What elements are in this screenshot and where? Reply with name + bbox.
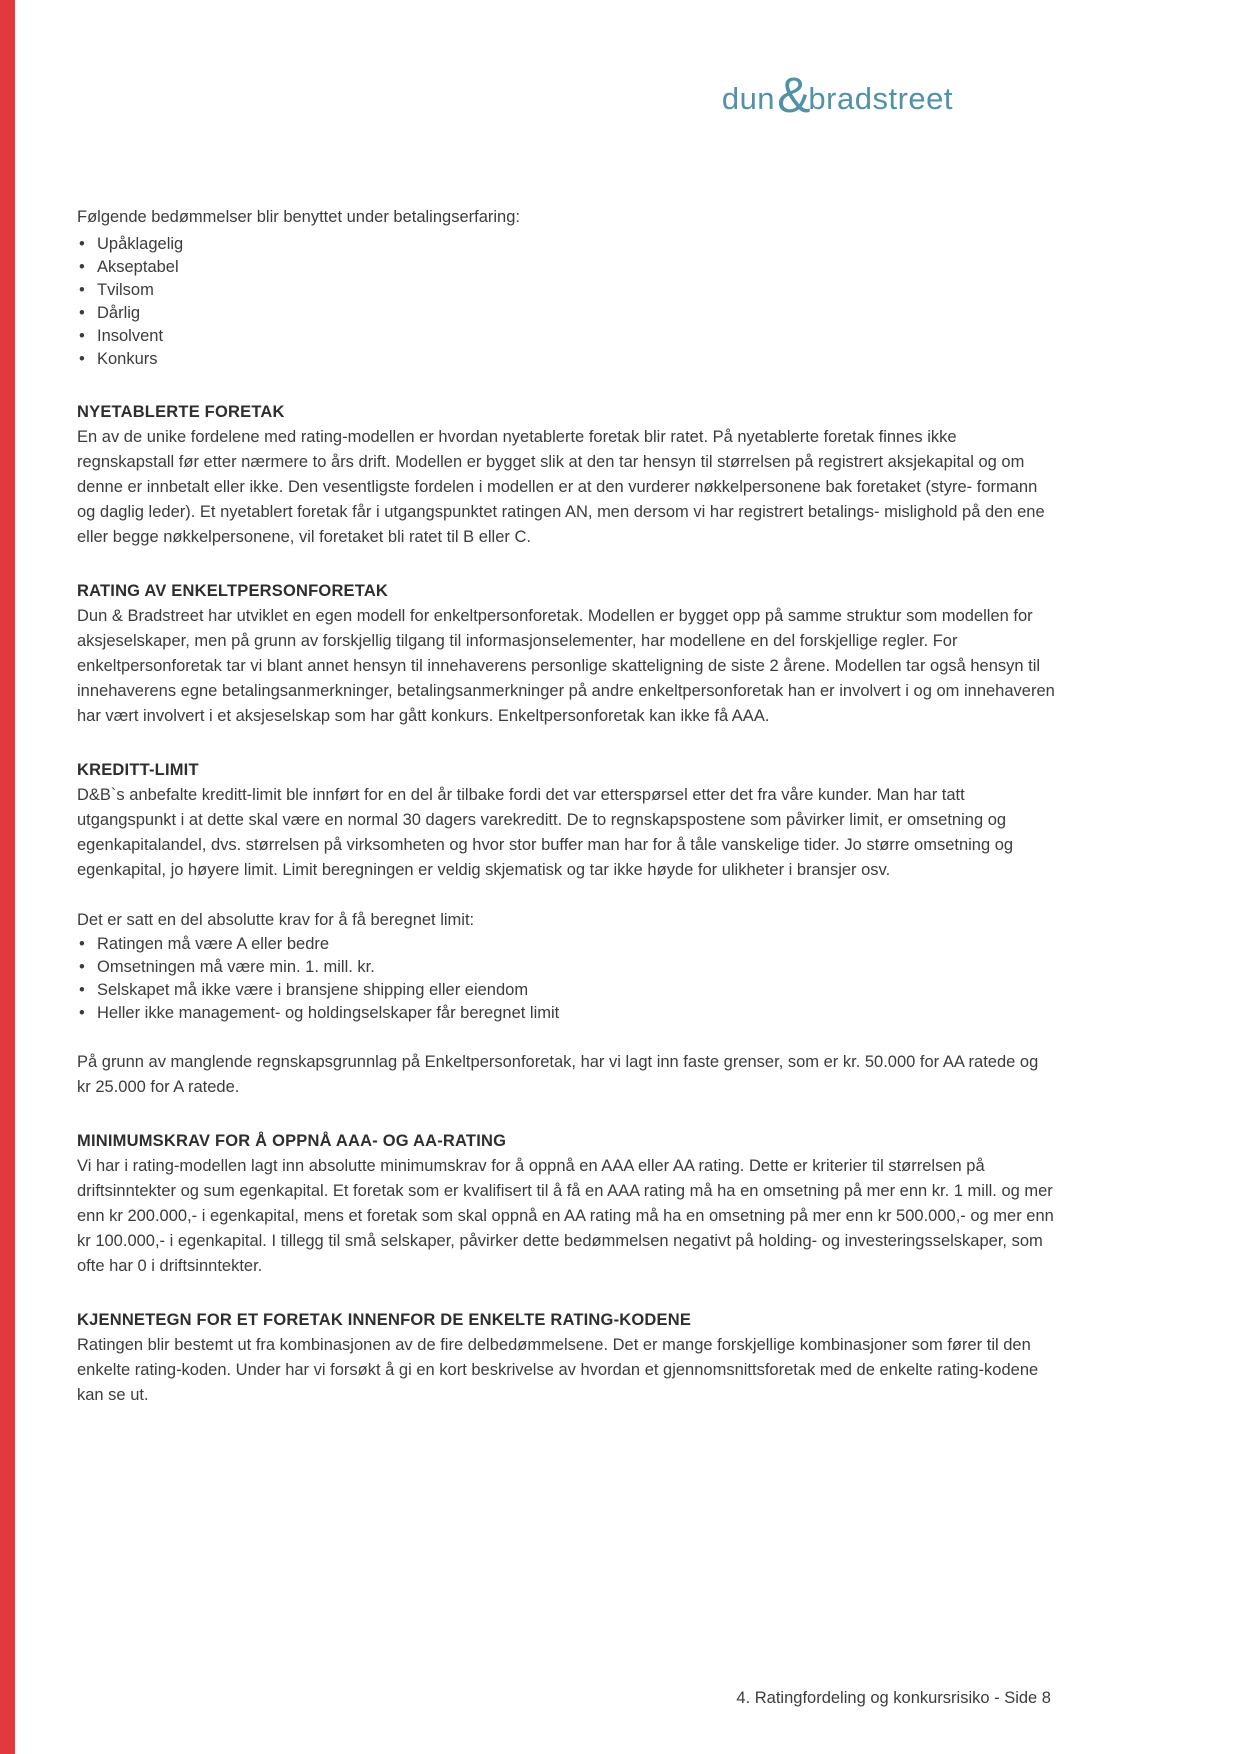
- limit-requirements-list: [77, 933, 1055, 1025]
- section-heading: KREDITT-LIMIT: [77, 761, 199, 779]
- payment-experience-list: [77, 233, 1055, 371]
- list-item: • Ratingen må være A eller bedre: [77, 933, 1055, 956]
- list-item: • Dårlig: [77, 302, 1055, 325]
- list-item: • Tvilsom: [77, 279, 1055, 302]
- list-item: • Omsetningen må være min. 1. mill. kr.: [77, 956, 1055, 979]
- page-accent-bar: [0, 0, 15, 1754]
- section-nyetablerte-foretak: [77, 400, 1055, 550]
- dunbradstreet-logo: [721, 66, 953, 123]
- paragraph: Ratingen blir bestemt ut fra kombinasjonen av de fire delbedømmelsene. Det er mange forskjellige kombinasjoner som fører til den enkelte rating-koden. Under har vi forsøkt å gi en kort beskrivelse av hvordan et gjennomsnittsforetak med de enkelte rating-kodene kan se ut.: [77, 1336, 1039, 1404]
- section-kjennetegn: [77, 1308, 1055, 1408]
- paragraph: Dun & Bradstreet har utviklet en egen modell for enkeltpersonforetak. Modellen er bygget opp på samme struktur som modellen for aksjeselskaper, men på grunn av forskjellig tilgang til informasjonselementer, har modellene en del forskjellige regler. For enkeltpersonforetak tar vi blant annet hensyn til innehaverens personlige skatteligning de siste 2 årene. Modellen tar også hensyn til innehaverens egne betalingsanmerkninger, betalingsanmerkninger på andre enkeltpersonforetak han er involvert i og om innehaveren har vært involvert i et aksjeselskap som har gått konkurs. Enkeltpersonforetak kan ikke få AAA.: [77, 607, 1055, 725]
- logo-ampersand-icon: &: [777, 67, 811, 123]
- section-heading: KJENNETEGN FOR ET FORETAK INNENFOR DE ENKELTE RATING-KODENE: [77, 1311, 692, 1329]
- logo-text-dun: dun: [721, 81, 776, 116]
- page-footer: 4. Ratingfordeling og konkursrisiko - Side 8: [736, 1689, 1051, 1707]
- list-item: • Insolvent: [77, 325, 1055, 348]
- list-item: • Konkurs: [77, 348, 1055, 371]
- section-heading: MINIMUMSKRAV FOR Å OPPNÅ AAA- OG AA-RATING: [77, 1132, 507, 1150]
- limit-requirements-lead: Det er satt en del absolutte krav for å få beregnet limit:: [77, 911, 475, 929]
- section-heading: NYETABLERTE FORETAK: [77, 403, 285, 421]
- section-rating-enkeltpersonforetak: [77, 579, 1055, 729]
- section-kreditt-limit: [77, 758, 1055, 1100]
- list-item: • Selskapet må ikke være i bransjene shipping eller eiendom: [77, 979, 1055, 1002]
- paragraph: Vi har i rating-modellen lagt inn absolutte minimumskrav for å oppnå en AAA eller AA rating. Dette er kriterier til størrelsen på driftsinntekter og sum egenkapital. Et foretak som er kvalifisert til å få en AAA rating må ha en omsetning på mer enn kr. 1 mill. og mer enn kr 200.000,- i egenkapital, mens et foretak som skal oppnå en AA rating må ha en omsetning på mer enn kr 500.000,- og mer enn kr 100.000,- i egenkapital. I tillegg til små selskaper, påvirker dette bedømmelsen negativt på holding- og investeringsselskaper, som ofte har 0 i driftsinntekter.: [77, 1157, 1054, 1275]
- list-item: • Heller ikke management- og holdingselskaper får beregnet limit: [77, 1002, 1055, 1025]
- document-body: [77, 205, 1055, 1408]
- list-item: • Akseptabel: [77, 256, 1055, 279]
- paragraph: D&B`s anbefalte kreditt-limit ble innført for en del år tilbake fordi det var etterspørsel etter det fra våre kunder. Man har tatt utgangspunkt i at dette skal være en normal 30 dagers varekreditt. De to regnskapspostene som påvirker limit, er omsetning og egenkapitalandel, dvs. størrelsen på virksomheten og hvor stor buffer man har for å tåle vanskelige tider. Jo større omsetning og egenkapital, jo høyere limit. Limit beregningen er veldig skjematisk og tar ikke høyde for ulikheter i bransjer osv.: [77, 786, 1014, 879]
- section-minimumskrav: [77, 1129, 1055, 1279]
- logo-text-bradstreet: bradstreet: [808, 81, 953, 116]
- paragraph: På grunn av manglende regnskapsgrunnlag på Enkeltpersonforetak, har vi lagt inn faste grenser, som er kr. 50.000 for AA ratede og kr 25.000 for A ratede.: [77, 1053, 1039, 1096]
- paragraph: En av de unike fordelene med rating-modellen er hvordan nyetablerte foretak blir ratet. På nyetablerte foretak finnes ikke regnskapstall før etter nærmere to års drift. Modellen er bygget slik at den tar hensyn til størrelsen på registrert aksjekapital og om denne er innbetalt eller ikke. Den vesentligste fordelen i modellen er at den vurderer nøkkelpersonene bak foretaket (styre- formann og daglig leder). Et nyetablert foretak får i utgangspunktet ratingen AN, men dersom vi har registrert betalings- mislighold på den ene eller begge nøkkelpersonene, vil foretaket bli ratet til B eller C.: [77, 428, 1045, 546]
- list-item: • Upåklagelig: [77, 233, 1055, 256]
- section-heading: RATING AV ENKELTPERSONFORETAK: [77, 582, 389, 600]
- intro-lead: Følgende bedømmelser blir benyttet under betalingserfaring:: [77, 208, 520, 226]
